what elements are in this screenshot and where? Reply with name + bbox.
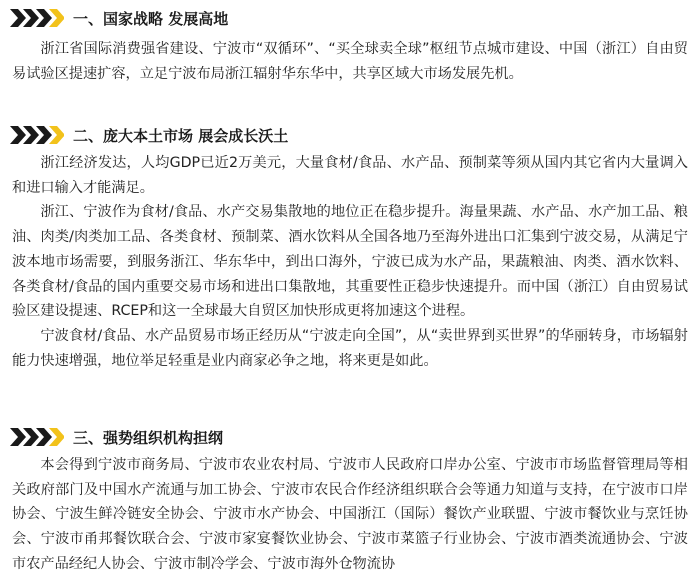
paragraph: 浙江、宁波作为食材/食品、水产交易集散地的地位正在稳步提升。海量果蔬、水产品、水产加工品、粮油、肉类/肉类加工品、各类食材、预制菜、酒水饮料从全国各地乃至海外进出口汇集到宁波交易，从满足宁波本地市场需要，到服务浙江、华东华中，到出口海外，宁波已成为水产品，果蔬粮油、肉类、酒水饮料、各类食材/食品的国内重要交易市场和进出口集散地，其重要性正稳步快速提升。而中国（浙江）自由贸易试验区建设提速、RCEP和这一全球最大自贸区加快形成更将加速这个进程。 (12, 204, 688, 320)
paragraph: 浙江经济发达，人均GDP已近2万美元，大量食材/食品、水产品、预制菜等须从国内其它省内大量调入和进口输入才能满足。 (12, 155, 688, 196)
chevron-arrows-icon (10, 126, 64, 144)
section-national-strategy (0, 0, 698, 82)
section-heading (0, 0, 698, 30)
section-heading (0, 117, 698, 147)
chevron-arrows-icon (10, 428, 64, 446)
section-title: 三、强势组织机构担纲 (73, 429, 224, 447)
paragraph: 浙江省国际消费强省建设、宁波市“双循环”、“买全球卖全球”枢纽节点城市建设、中国（浙江）自由贸易试验区提速扩容，立足宁波布局浙江辐射华东华中，共享区域大市场发展先机。 (12, 41, 688, 82)
section-organization (0, 419, 698, 572)
section-body (12, 37, 688, 86)
section-body (12, 151, 688, 373)
section-title: 一、国家战略 发展高地 (73, 10, 229, 28)
paragraph: 宁波食材/食品、水产品贸易市场正经历从“宁波走向全国”，从“卖世界到买世界”的华丽转身，市场辐射能力快速增强，地位举足轻重是业内商家必争之地，将来更是如此。 (12, 327, 688, 369)
section-heading (0, 419, 698, 449)
section-local-market (0, 117, 698, 369)
section-body (12, 453, 688, 577)
paragraph: 本会得到宁波市商务局、宁波市农业农村局、宁波市人民政府口岸办公室、宁波市市场监督管理局等相关政府部门及中国水产流通与加工协会、宁波市农民合作经济组织联合会等通力知道与支持，在宁波市口岸协会、宁波生鲜冷链安全协会、宁波市水产协会、中国浙江（国际）餐饮产业联盟、宁波市餐饮业与烹饪协会、宁波市甬邦餐饮联合会、宁波市家宴餐饮业协会、宁波市菜篮子行业协会、宁波市酒类流通协会、宁波市农产品经纪人协会、宁波市制冷学会、宁波市海外仓物流协 (12, 457, 688, 572)
section-title: 二、庞大本土市场 展会成长沃土 (73, 127, 289, 145)
chevron-arrows-icon (10, 9, 64, 27)
